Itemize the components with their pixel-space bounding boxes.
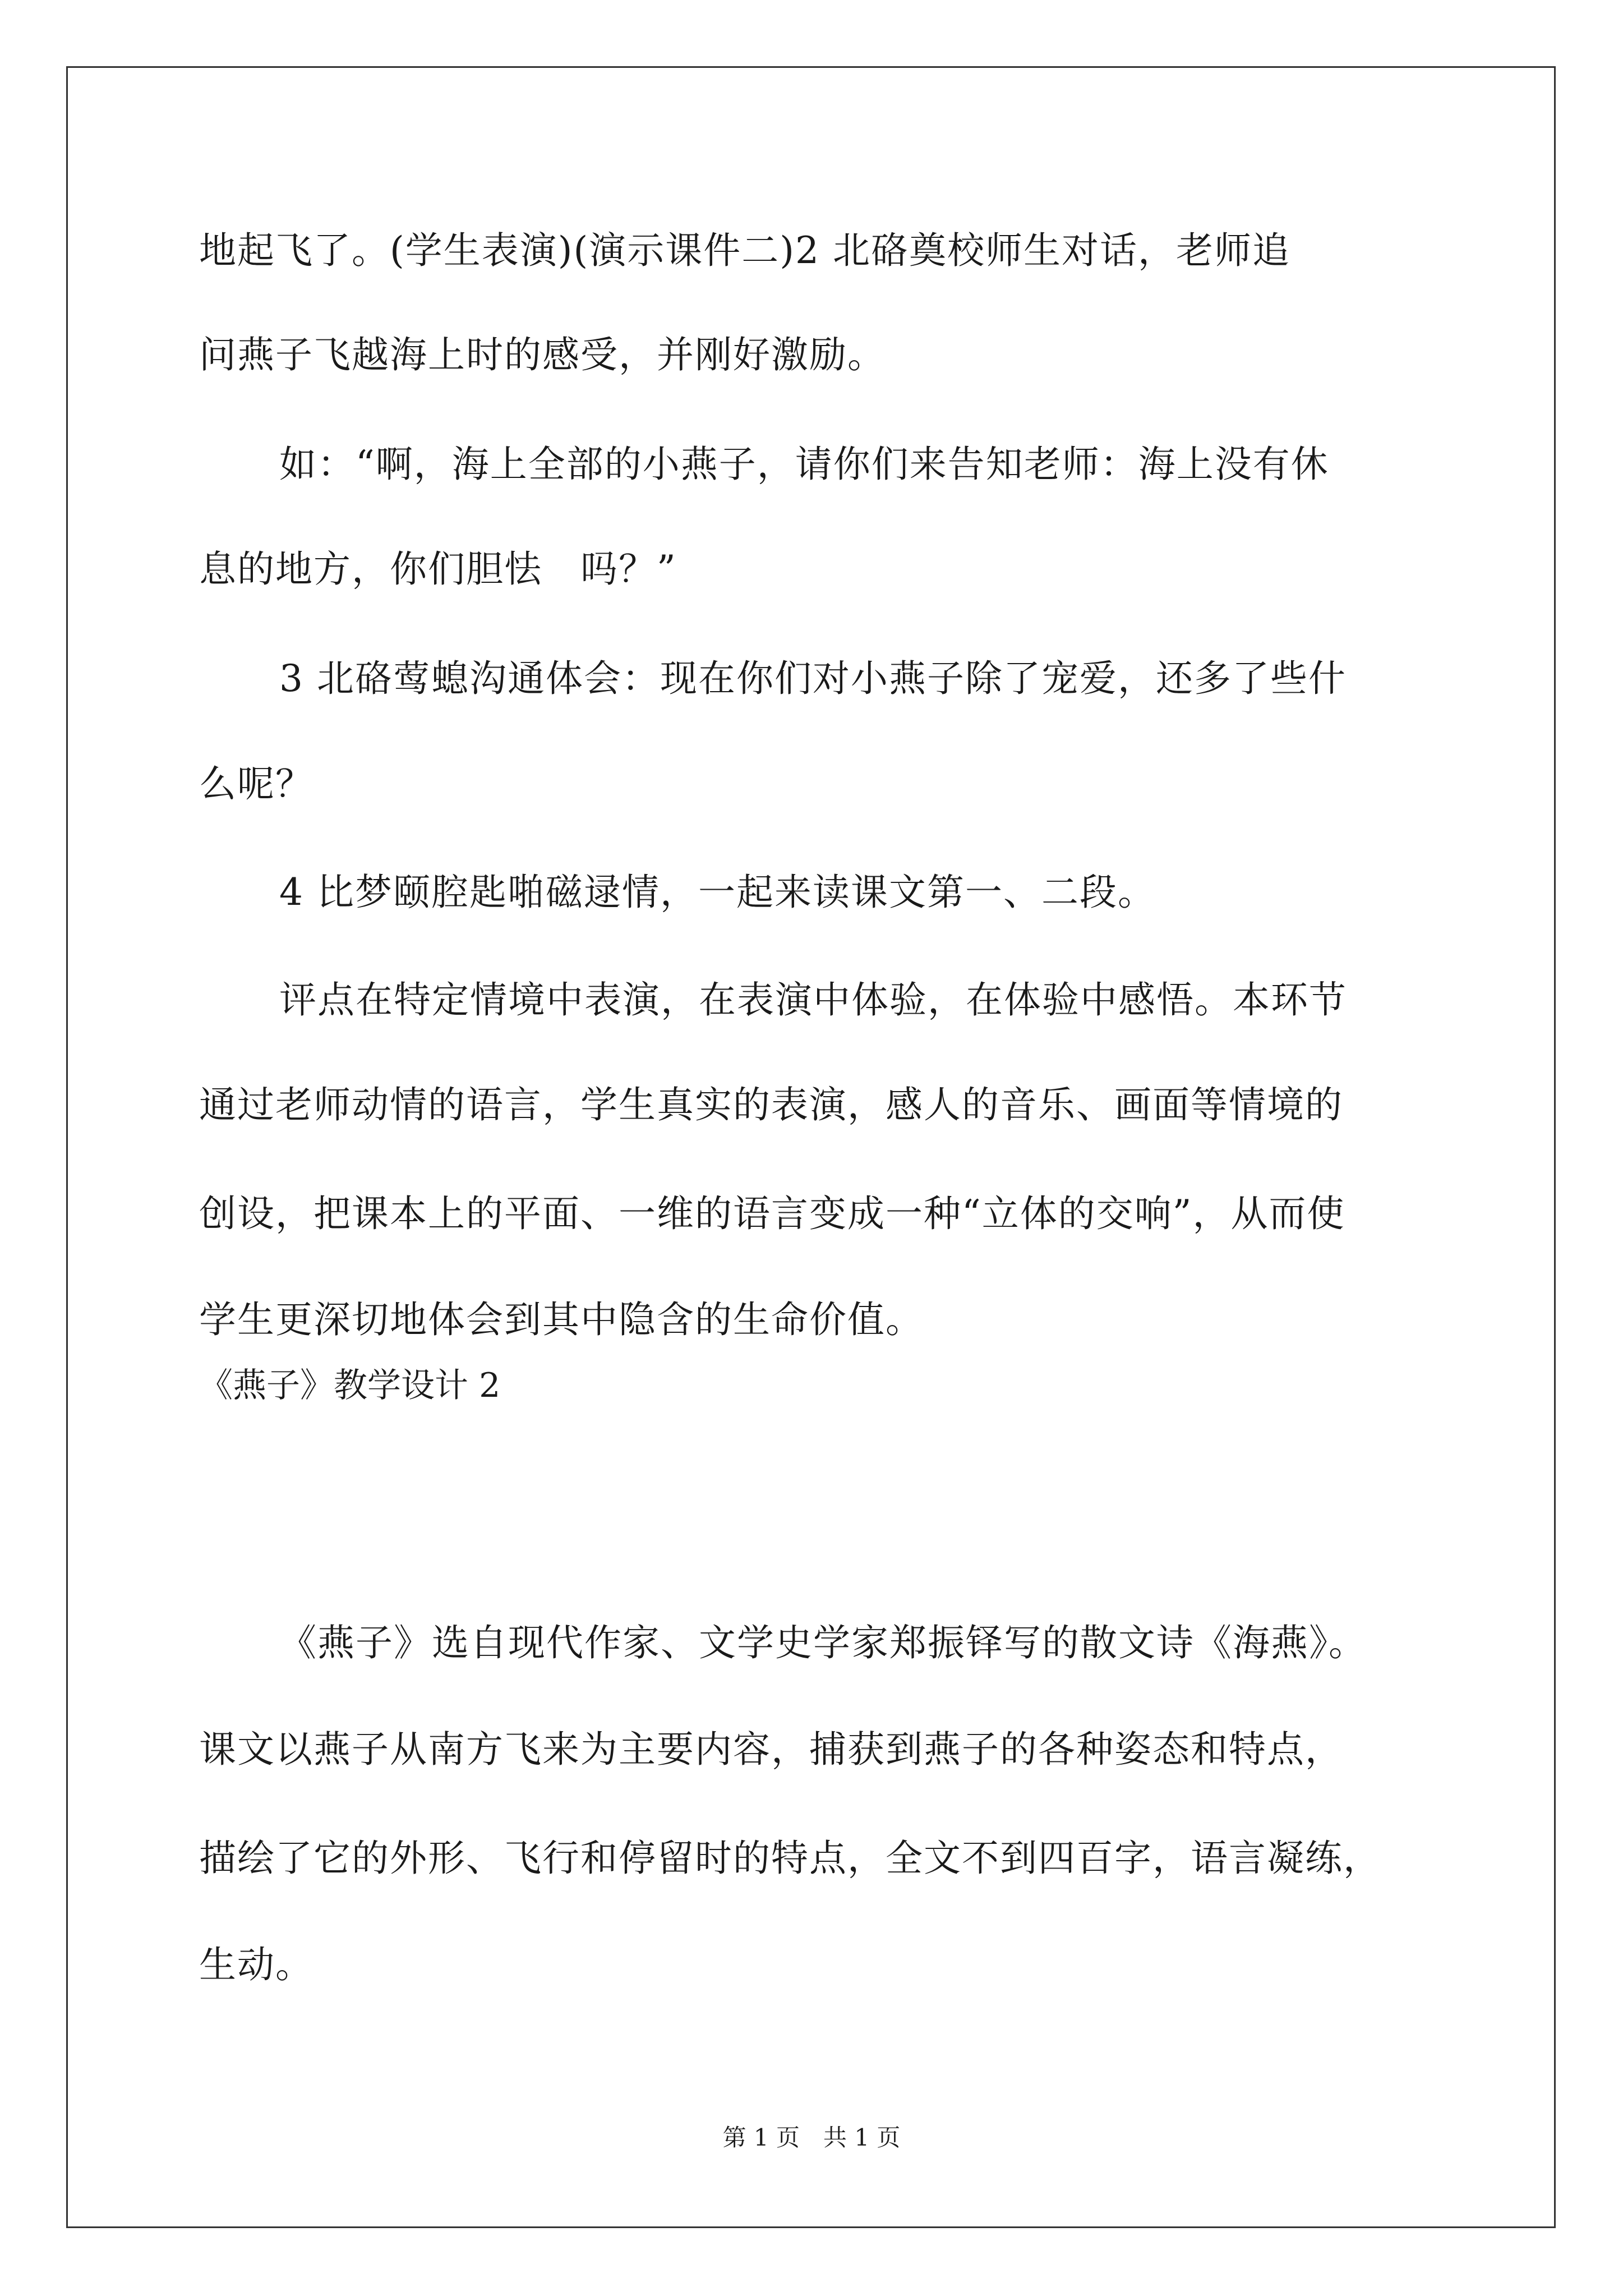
text-line: 么呢？ <box>199 762 313 806</box>
text-line: 描绘了它的外形、飞行和停留时的特点，全文不到四百字，语言凝练， <box>199 1837 1381 1880</box>
text-line: 评点在特定情境中表演，在表演中体验，在体验中感悟。本环节 <box>279 978 1347 1022</box>
text-line: 创设，把课本上的平面、一维的语言变成一种“立体的交响”，从而使 <box>199 1192 1345 1235</box>
text-line: 如：“啊，海上全部的小燕子，请你们来告知老师：海上没有休 <box>279 443 1329 486</box>
text-line: 地起飞了。(学生表演)(演示课件二)2 北硌奠校师生对话，老师追 <box>199 229 1290 272</box>
text-line: 3 北硌莺螅沟通体会：现在你们对小燕子除了宠爱，还多了些什 <box>279 657 1347 700</box>
text-line: 生动。 <box>199 1943 313 1986</box>
text-line: 息的地方，你们胆怯 吗？” <box>199 547 677 591</box>
text-line: 通过老师动情的语言，学生真实的表演，感人的音乐、画面等情境的 <box>199 1083 1343 1126</box>
text-line: 问燕子飞越海上时的感受，并刚好激励。 <box>199 333 886 376</box>
page-border <box>66 66 1556 2228</box>
text-line: 4 比梦颐腔匙啪磁逯情，一起来读课文第一、二段。 <box>279 871 1156 914</box>
section-title: 《燕子》教学设计 2 <box>199 1366 501 1405</box>
text-line: 学生更深切地体会到其中隐含的生命价值。 <box>199 1298 924 1341</box>
text-line: 课文以燕子从南方飞来为主要内容，捕获到燕子的各种姿态和特点， <box>199 1728 1343 1771</box>
page-number: 第 1 页 共 1 页 <box>722 2124 901 2151</box>
text-line: 《燕子》选自现代作家、文学史学家郑振铎写的散文诗《海燕》。 <box>279 1621 1367 1664</box>
